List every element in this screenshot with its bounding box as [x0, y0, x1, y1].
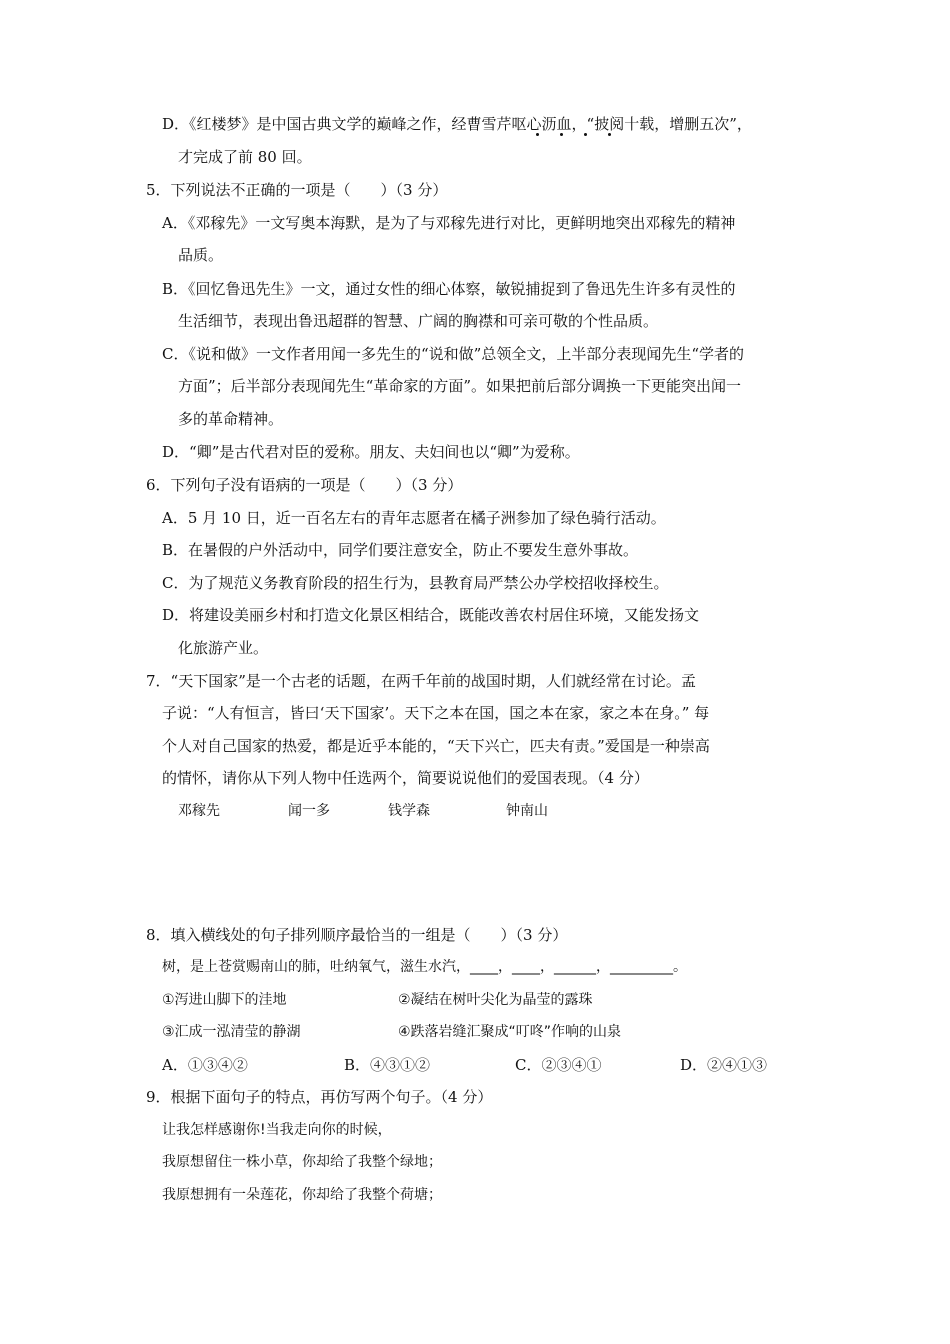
q8-option-3: ③汇成一泓清莹的静湖 [162, 1024, 301, 1040]
q7-name: 邓稼先 [178, 803, 220, 819]
q8-option-2: ②凝结在树叶尖化为晶莹的露珠 [398, 992, 593, 1008]
q4-d-line2: 才完成了前 80 回。 [178, 148, 312, 166]
q7-name: 钟南山 [506, 803, 548, 819]
q6-b: B．在暑假的户外活动中，同学们要注意安全，防止不要发生意外事故。 [162, 541, 639, 559]
q6-d-line2: 化旅游产业。 [178, 639, 269, 657]
q8-choice-c: C．②③④① [515, 1056, 602, 1074]
q7-name: 钱学森 [388, 803, 430, 819]
q5-c-line1: C．《说和做》一文作者用闻一多先生的“说和做”总领全文，上半部分表现闻先生“学者的 [162, 345, 744, 363]
q5-d-line1: D．“卿”是古代君对臣的爱称。朋友、夫妇间也以“卿”为爱称。 [162, 443, 580, 461]
q6-c: C．为了规范义务教育阶段的招生行为，县教育局严禁公办学校招收择校生。 [162, 574, 669, 592]
q5-b-line1: B．《回忆鲁迅先生》一文，通过女性的细心体察，敏锐捕捉到了鲁迅先生许多有灵性的 [162, 280, 736, 298]
q8-option-4: ④跌落岩缝汇聚成“叮咚”作响的山泉 [398, 1024, 622, 1040]
q7-line3: 个人对自己国家的热爱，都是近乎本能的，“天下兴亡，匹夫有责。”爱国是一种崇高 [162, 737, 710, 755]
q9-line3: 我原想拥有一朵莲花，你却给了我整个荷塘； [162, 1187, 442, 1203]
q5-stem: 5．下列说法不正确的一项是（ ）（3 分） [146, 181, 448, 199]
q8-option-1: ①泻进山脚下的洼地 [162, 992, 287, 1008]
q6-stem: 6．下列句子没有语病的一项是（ ）（3 分） [146, 476, 463, 494]
q7-name: 闻一多 [288, 803, 330, 819]
q4-d-line1: D．《红楼梦》是中国古典文学的巅峰之作，经曹雪芹呕心沥血，“披阅十载，增删五次”， [162, 115, 752, 133]
q5-c-line2: 方面”；后半部分表现闻先生“革命家的方面”。如果把前后部分调换一下更能突出闻一 [178, 377, 742, 395]
q8-sentence: 树，是上苍赏赐南山的肺，吐纳氧气，滋生水汽，____，____，______，_________。 [162, 959, 687, 975]
q8-stem: 8．填入横线处的句子排列顺序最恰当的一组是（ ）（3 分） [146, 926, 568, 944]
q8-choice-d: D．②④①③ [680, 1056, 768, 1074]
q7-line1: 7．“天下国家”是一个古老的话题，在两千年前的战国时期，人们就经常在讨论。孟 [146, 672, 696, 690]
q5-c-line3: 多的革命精神。 [178, 410, 284, 428]
q8-choice-a: A．①③④② [162, 1056, 248, 1074]
q5-a-line1: A．《邓稼先》一文写奥本海默，是为了与邓稼先进行对比，更鲜明地突出邓稼先的精神 [162, 214, 736, 232]
q9-line1: 让我怎样感谢你!当我走向你的时候， [162, 1122, 392, 1138]
q5-a-line2: 品质。 [178, 246, 224, 264]
q9-stem: 9．根据下面句子的特点，再仿写两个句子。（4 分） [146, 1088, 493, 1106]
emphasis-dots [532, 133, 622, 139]
q9-line2: 我原想留住一株小草，你却给了我整个绿地； [162, 1154, 442, 1170]
q6-d-line1: D．将建设美丽乡村和打造文化景区相结合，既能改善农村居住环境，又能发扬文 [162, 606, 700, 624]
q7-line2: 子说：“人有恒言，皆曰‘天下国家’。天下之本在国，国之本在家，家之本在身。” 每 [162, 704, 710, 722]
q7-line4: 的情怀，请你从下列人物中任选两个，简要说说他们的爱国表现。（4 分） [162, 769, 649, 787]
q8-choice-b: B．④③①② [344, 1056, 431, 1074]
q6-a: A．5 月 10 日，近一百名左右的青年志愿者在橘子洲参加了绿色骑行活动。 [162, 509, 666, 527]
q5-b-line2: 生活细节，表现出鲁迅超群的智慧、广阔的胸襟和可亲可敬的个性品质。 [178, 312, 659, 330]
